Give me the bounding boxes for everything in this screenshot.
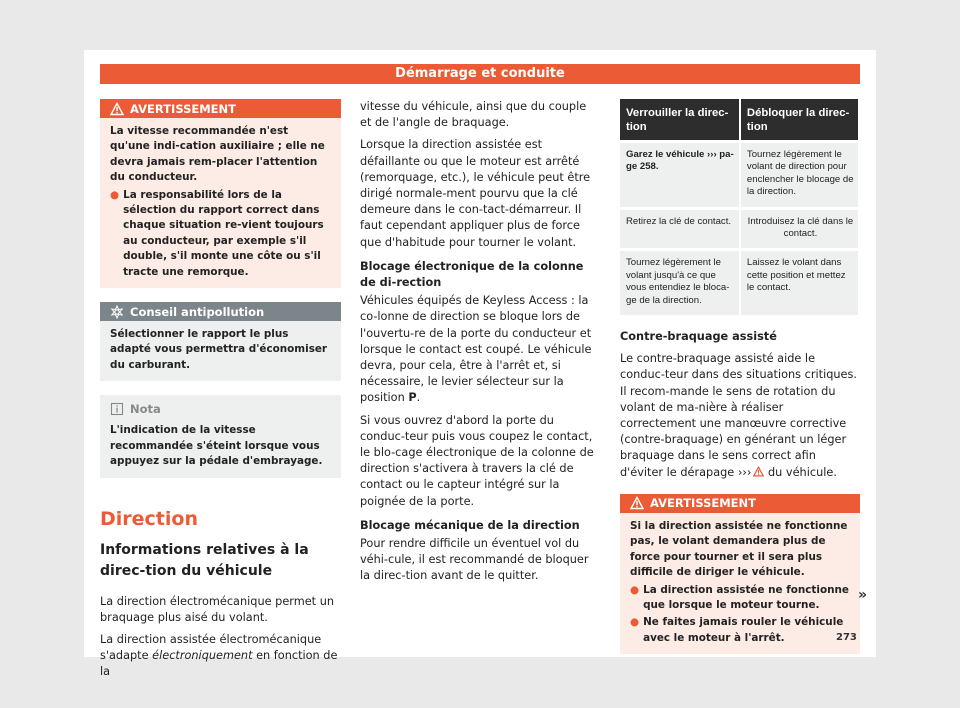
warning-intro: Si la direction assistée ne fonctionne pas, le volant demandera plus de force pour tourner et il sera plus difficile de diriger le véhicule. <box>630 519 848 579</box>
table-header-unlock: Débloquer la direc-tion <box>740 99 859 142</box>
subheading: Blocage électronique de la colonne de di-rection <box>360 259 584 290</box>
warning-box-header <box>100 99 341 118</box>
paragraph <box>100 632 341 681</box>
column-2 <box>360 99 600 591</box>
warning-triangle-icon <box>110 102 124 116</box>
column-3 <box>620 99 860 668</box>
warning-box <box>620 494 860 654</box>
text-run: Véhicules équipés de Keyless Access : la co-lonne de direction se bloque lors de l'ouvertu-re de la porte du conducteur et lorsque le contact est coupé. Le véhicule devra, pour cela, être à l'arrêt et, si nécessaire, le levier sélecteur sur la position <box>360 294 592 405</box>
text-run: La direction assistée électromécanique s'adapte <box>100 632 322 663</box>
note-title: Nota <box>130 402 161 417</box>
eco-tip-text: Sélectionner le rapport le plus adapté vous permettra d'économiser du carburant. <box>110 328 328 371</box>
table-cell: Tournez légèrement le volant jusqu'à ce que vous entendiez le bloca-ge de la direction. <box>620 250 740 315</box>
cross-reference-arrow: ››› <box>737 465 752 479</box>
info-icon <box>110 402 124 416</box>
continue-marker: » <box>858 587 868 603</box>
table-cell: Tournez légèrement le volant de direction pour enclencher le blocage de la direction. <box>740 142 859 209</box>
note-box <box>100 395 341 477</box>
eco-tip-body <box>100 321 341 381</box>
column-1 <box>100 99 341 687</box>
warning-bullet-text: La responsabilité lors de la sélection du rapport correct dans chaque situation re-vient toujours au conducteur, par exemple s'il double, s'il monte une côte ou s'il tracte une remorque. <box>123 188 324 278</box>
bullet-dot-icon: ● <box>110 188 120 201</box>
warning-box-title: AVERTISSEMENT <box>650 496 757 511</box>
table-cell: Introduisez la clé dans le contact. <box>740 208 859 250</box>
note-body <box>100 417 341 477</box>
paragraph: Pour rendre difficile un éventuel vol du véhi-cule, il est recommandé de bloquer la direc-tion avant de le quitter. <box>360 537 589 583</box>
warning-bullet-text: La direction assistée ne fonctionne que lorsque le moteur tourne. <box>643 583 849 611</box>
paragraph: vitesse du véhicule, ainsi que du couple et de l'angle de braquage. <box>360 100 587 130</box>
bullet-dot-icon: ● <box>630 616 640 629</box>
section-title: Direction <box>100 507 198 530</box>
text-run: en fonction de la <box>100 649 338 679</box>
page-number: 273 <box>836 632 857 643</box>
bullet-dot-icon: ● <box>630 583 640 596</box>
table-header-row <box>620 99 859 142</box>
text-run: . <box>416 391 421 405</box>
table-header-lock: Verrouiller la direc-tion <box>620 99 740 142</box>
table-cell: Laissez le volant dans cette position et mettez le contact. <box>740 250 859 315</box>
text-run: Le contre-braquage assisté aide le conduc-teur dans des situations critiques. Il recom-mande le sens de rotation du volant de ma-nière à réaliser correctement une manœuvre corrective (contre-braquage) en générant un léger braquage dans le sens correct afin d'éviter le dérapage <box>620 352 857 479</box>
table-row <box>620 208 859 250</box>
paragraph: Lorsque la direction assistée est défaillante ou que le moteur est arrêté (remorquage, etc.), le véhicule peut être dirigé normale-ment pourvu que la clé demeure dans le con-tact-démarreur. Il faut cependant appliquer plus de force que d'habitude pour tourner le volant. <box>360 138 591 249</box>
paragraph <box>620 351 860 482</box>
text-run: du véhicule. <box>764 465 837 479</box>
subheading: Contre-braquage assisté <box>620 330 777 344</box>
warning-bullet <box>110 188 331 280</box>
warning-bullet <box>630 583 850 614</box>
eco-tip-header <box>100 302 341 321</box>
warning-triangle-icon <box>753 466 764 482</box>
eco-tip-title: Conseil antipollution <box>130 304 265 319</box>
table-cell: Garez le véhicule ››› pa-ge 258. <box>620 142 740 209</box>
warning-intro: La vitesse recommandée n'est qu'une indi-cation auxiliaire ; elle ne devra jamais rem-placer l'attention du conducteur. <box>110 125 325 184</box>
warning-box-body <box>100 118 341 288</box>
warning-box-header <box>620 494 860 513</box>
note-header <box>100 395 341 417</box>
emphasis-text: électroniquement <box>152 649 253 663</box>
eco-tip-box <box>100 302 341 381</box>
steering-lock-table <box>620 99 860 315</box>
warning-box-title: AVERTISSEMENT <box>130 101 237 116</box>
note-text: L'indication de la vitesse recommandée s'éteint lorsque vous appuyez sur la pédale d'embrayage. <box>110 424 323 468</box>
subheading: Blocage mécanique de la direction <box>360 518 580 532</box>
warning-bullet-text: Ne faites jamais rouler le véhicule avec le moteur à l'arrêt. <box>643 616 844 644</box>
leaf-icon <box>110 305 124 319</box>
warning-triangle-icon <box>630 496 644 510</box>
paragraph: La direction électromécanique permet un braquage plus aisé du volant. <box>100 594 335 624</box>
gear-position-p: P <box>408 391 417 405</box>
warning-bullet <box>630 615 850 646</box>
paragraph: Si vous ouvrez d'abord la porte du conduc-teur puis vous coupez le contact, le blo-cage électronique de la colonne de direction s'activera à travers la clé de contact ou le capteur intégré sur la poignée de la porte. <box>360 413 594 508</box>
table-row <box>620 142 859 209</box>
paragraph <box>360 293 600 406</box>
warning-box <box>100 99 341 288</box>
page-header: Démarrage et conduite <box>100 64 860 84</box>
warning-box-body <box>620 513 860 654</box>
subsection-title: Informations relatives à la direc-tion du véhicule <box>100 541 309 579</box>
table-cell: Retirez la clé de contact. <box>620 208 740 250</box>
table-row <box>620 250 859 315</box>
